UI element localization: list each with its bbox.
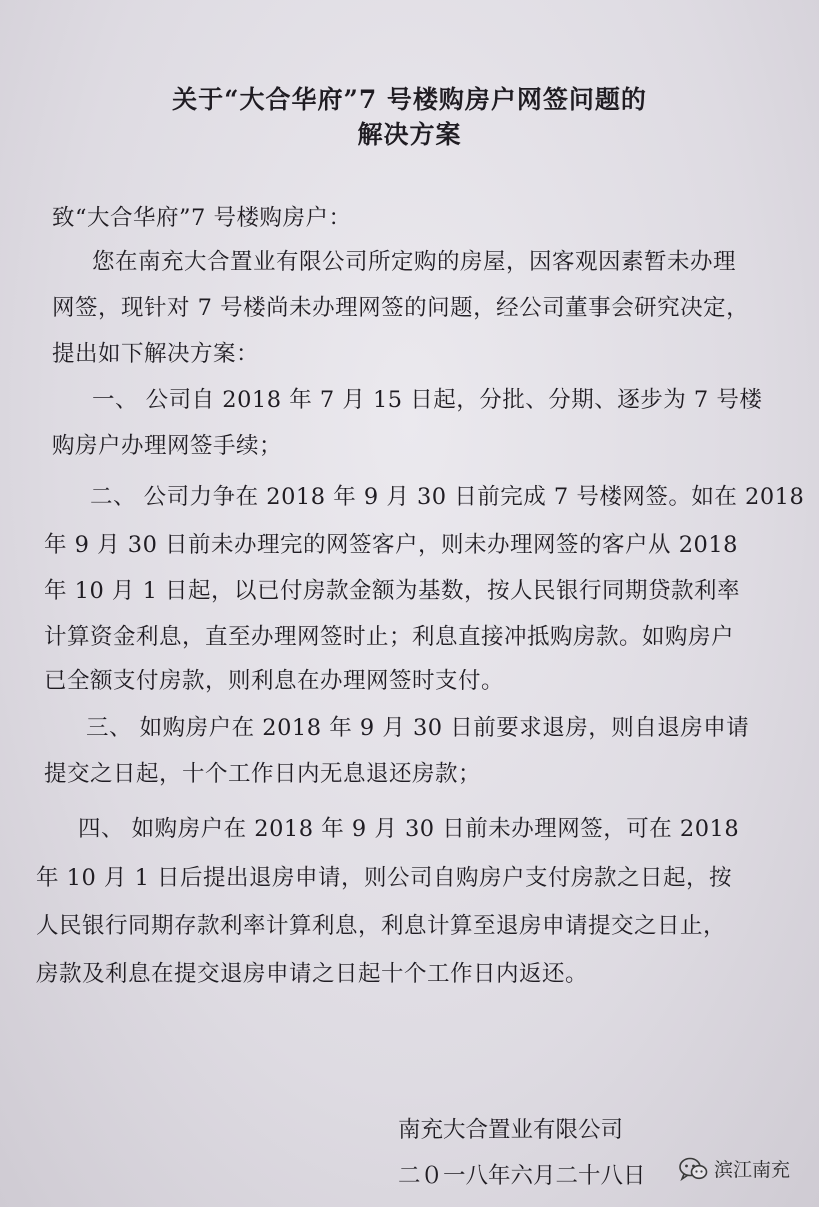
clause-4-line: 房款及利息在提交退房申请之日起十个工作日内返还。 (36, 961, 589, 987)
document-title-line-1: 关于“大合华府”7 号楼购房户网签问题的 (172, 85, 647, 114)
clause-1-line: 购房户办理网签手续； (52, 433, 283, 459)
body-line: 提出如下解决方案： (52, 341, 260, 367)
signature-date: 二０一八年六月二十八日 (398, 1163, 646, 1189)
clause-3-line: 三、 如购房户在 2018 年 9 月 30 日前要求退房，则自退房申请 (86, 715, 750, 741)
clause-1-line: 一、 公司自 2018 年 7 月 15 日起，分批、分期、逐步为 7 号楼 (92, 387, 763, 413)
clause-2-line: 年 10 月 1 日起，以已付房款金额为基数，按人民银行同期贷款利率 (44, 578, 741, 604)
clause-3-line: 提交之日起，十个工作日内无息退还房款； (44, 761, 482, 787)
wechat-icon (678, 1156, 708, 1182)
watermark (678, 1155, 790, 1182)
body-line: 网签，现针对 7 号楼尚未办理网签的问题，经公司董事会研究决定， (52, 295, 750, 321)
clause-2-line: 二、 公司力争在 2018 年 9 月 30 日前完成 7 号楼网签。如在 2018 (90, 484, 805, 510)
clause-4-line: 年 10 月 1 日后提出退房申请，则公司自购房户支付房款之日起，按 (36, 865, 733, 891)
clause-2-line: 年 9 月 30 日前未办理完的网签客户，则未办理网签的客户从 2018 (44, 532, 738, 558)
document-title-line-2: 解决方案 (357, 120, 462, 149)
clause-2-line: 计算资金利息，直至办理网签时止；利息直接冲抵购房款。如购房户 (44, 624, 735, 650)
clause-4-line: 人民银行同期存款利率计算利息，利息计算至退房申请提交之日止， (36, 913, 727, 939)
body-line: 您在南充大合置业有限公司所定购的房屋，因客观因素暂未办理 (92, 249, 737, 275)
salutation: 致“大合华府”7 号楼购房户： (52, 205, 352, 231)
watermark-text: 滨江南充 (714, 1159, 791, 1181)
clause-2-line: 已全额支付房款，则利息在办理网签时支付。 (44, 668, 505, 694)
clause-4-line: 四、 如购房户在 2018 年 9 月 30 日前未办理网签，可在 2018 (78, 816, 740, 842)
signature-company: 南充大合置业有限公司 (398, 1117, 624, 1143)
